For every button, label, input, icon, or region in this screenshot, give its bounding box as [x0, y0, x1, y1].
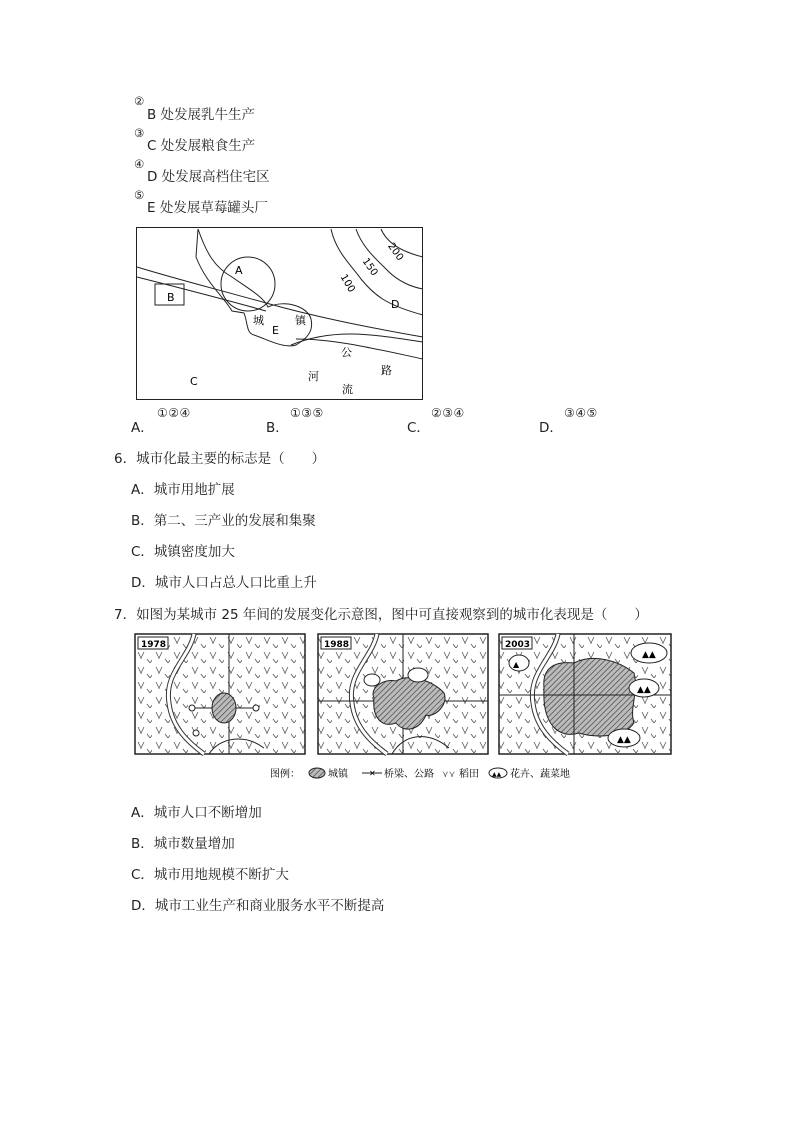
point-a: A [235, 264, 243, 277]
option-numbers: ①③⑤ [290, 406, 324, 420]
map-panel-2003 [499, 634, 671, 754]
town-1978 [212, 693, 236, 723]
label-gong: 公 [341, 346, 352, 359]
point-d: D [391, 298, 400, 311]
legend-town-icon [309, 768, 325, 778]
location-a-circle [221, 257, 275, 311]
svg-text:▲▲: ▲▲ [617, 735, 631, 745]
legend-bridge-label: 桥梁、公路 [384, 769, 434, 780]
legend-title: 图例： [270, 769, 300, 780]
statement-text: E 处发展草莓罐头厂 [147, 200, 268, 216]
year-label-1988: 1988 [324, 640, 350, 650]
contour-label-150: 150 [359, 256, 380, 279]
contour-label-200: 200 [385, 241, 406, 264]
label-zhen: 镇 [295, 314, 306, 327]
svg-text:▲▲: ▲▲ [492, 771, 502, 778]
statement-number: ③ [134, 126, 145, 140]
q6-option-a[interactable]: A．城市用地扩展 [131, 482, 235, 498]
city-growth-figure [134, 633, 674, 783]
svg-text:▲▲: ▲▲ [637, 685, 651, 695]
q6-option-c[interactable]: C．城镇密度加大 [131, 544, 235, 560]
town-boundary [196, 229, 312, 346]
contour-label-100: 100 [337, 272, 357, 295]
svg-text:▲▲: ▲▲ [642, 650, 656, 660]
statement-number: ④ [134, 157, 145, 171]
option-letter: D． [539, 420, 563, 436]
option-letter: B． [266, 420, 289, 436]
q7-option-d[interactable]: D．城市工业生产和商业服务水平不断提高 [131, 898, 385, 914]
legend-rice-icon: ⋎⋎ [442, 770, 456, 780]
year-label-1978: 1978 [141, 640, 167, 650]
legend-town-label: 城镇 [328, 769, 348, 780]
town-2003 [544, 658, 636, 736]
statement-text: D 处发展高档住宅区 [147, 169, 270, 185]
figure-legend [270, 767, 570, 780]
legend-rice-label: 稻田 [459, 769, 479, 780]
point-b: B [167, 291, 175, 304]
legend-flower-label: 花卉、蔬菜地 [510, 769, 570, 780]
highway [137, 267, 266, 303]
label-cheng: 城 [253, 314, 264, 327]
q7-option-a[interactable]: A．城市人口不断增加 [131, 805, 262, 821]
svg-text:▲: ▲ [513, 660, 520, 669]
option-numbers: ①②④ [157, 406, 191, 420]
label-lu: 路 [381, 364, 392, 377]
option-numbers: ③④⑤ [564, 406, 598, 420]
statement-text: B 处发展乳牛生产 [147, 107, 256, 123]
contour-map [136, 227, 424, 402]
point-c: C [190, 375, 198, 388]
option-letter: C． [407, 420, 430, 436]
map-panel-1988 [318, 634, 488, 754]
label-liu: 流 [342, 383, 353, 396]
q6-stem: 6．城市化最主要的标志是（ ） [114, 451, 326, 467]
statement-text: C 处发展粮食生产 [147, 138, 256, 154]
option-numbers: ②③④ [431, 406, 465, 420]
q7-option-c[interactable]: C．城市用地规模不断扩大 [131, 867, 289, 883]
statement-number: ⑤ [134, 188, 145, 202]
svg-text:✕: ✕ [369, 769, 376, 778]
q7-option-b[interactable]: B．城市数量增加 [131, 836, 235, 852]
q7-stem: 7．如图为某城市 25 年间的发展变化示意图，图中可直接观察到的城市化表现是（ ） [114, 607, 648, 623]
q6-option-d[interactable]: D．城市人口占总人口比重上升 [131, 575, 317, 591]
option-letter: A． [131, 420, 154, 436]
label-he: 河 [308, 370, 319, 383]
map-panel-1978 [135, 634, 305, 754]
year-label-2003: 2003 [505, 640, 531, 650]
statement-number: ② [134, 94, 145, 108]
point-e: E [272, 324, 279, 337]
q6-option-b[interactable]: B．第二、三产业的发展和集聚 [131, 513, 316, 529]
